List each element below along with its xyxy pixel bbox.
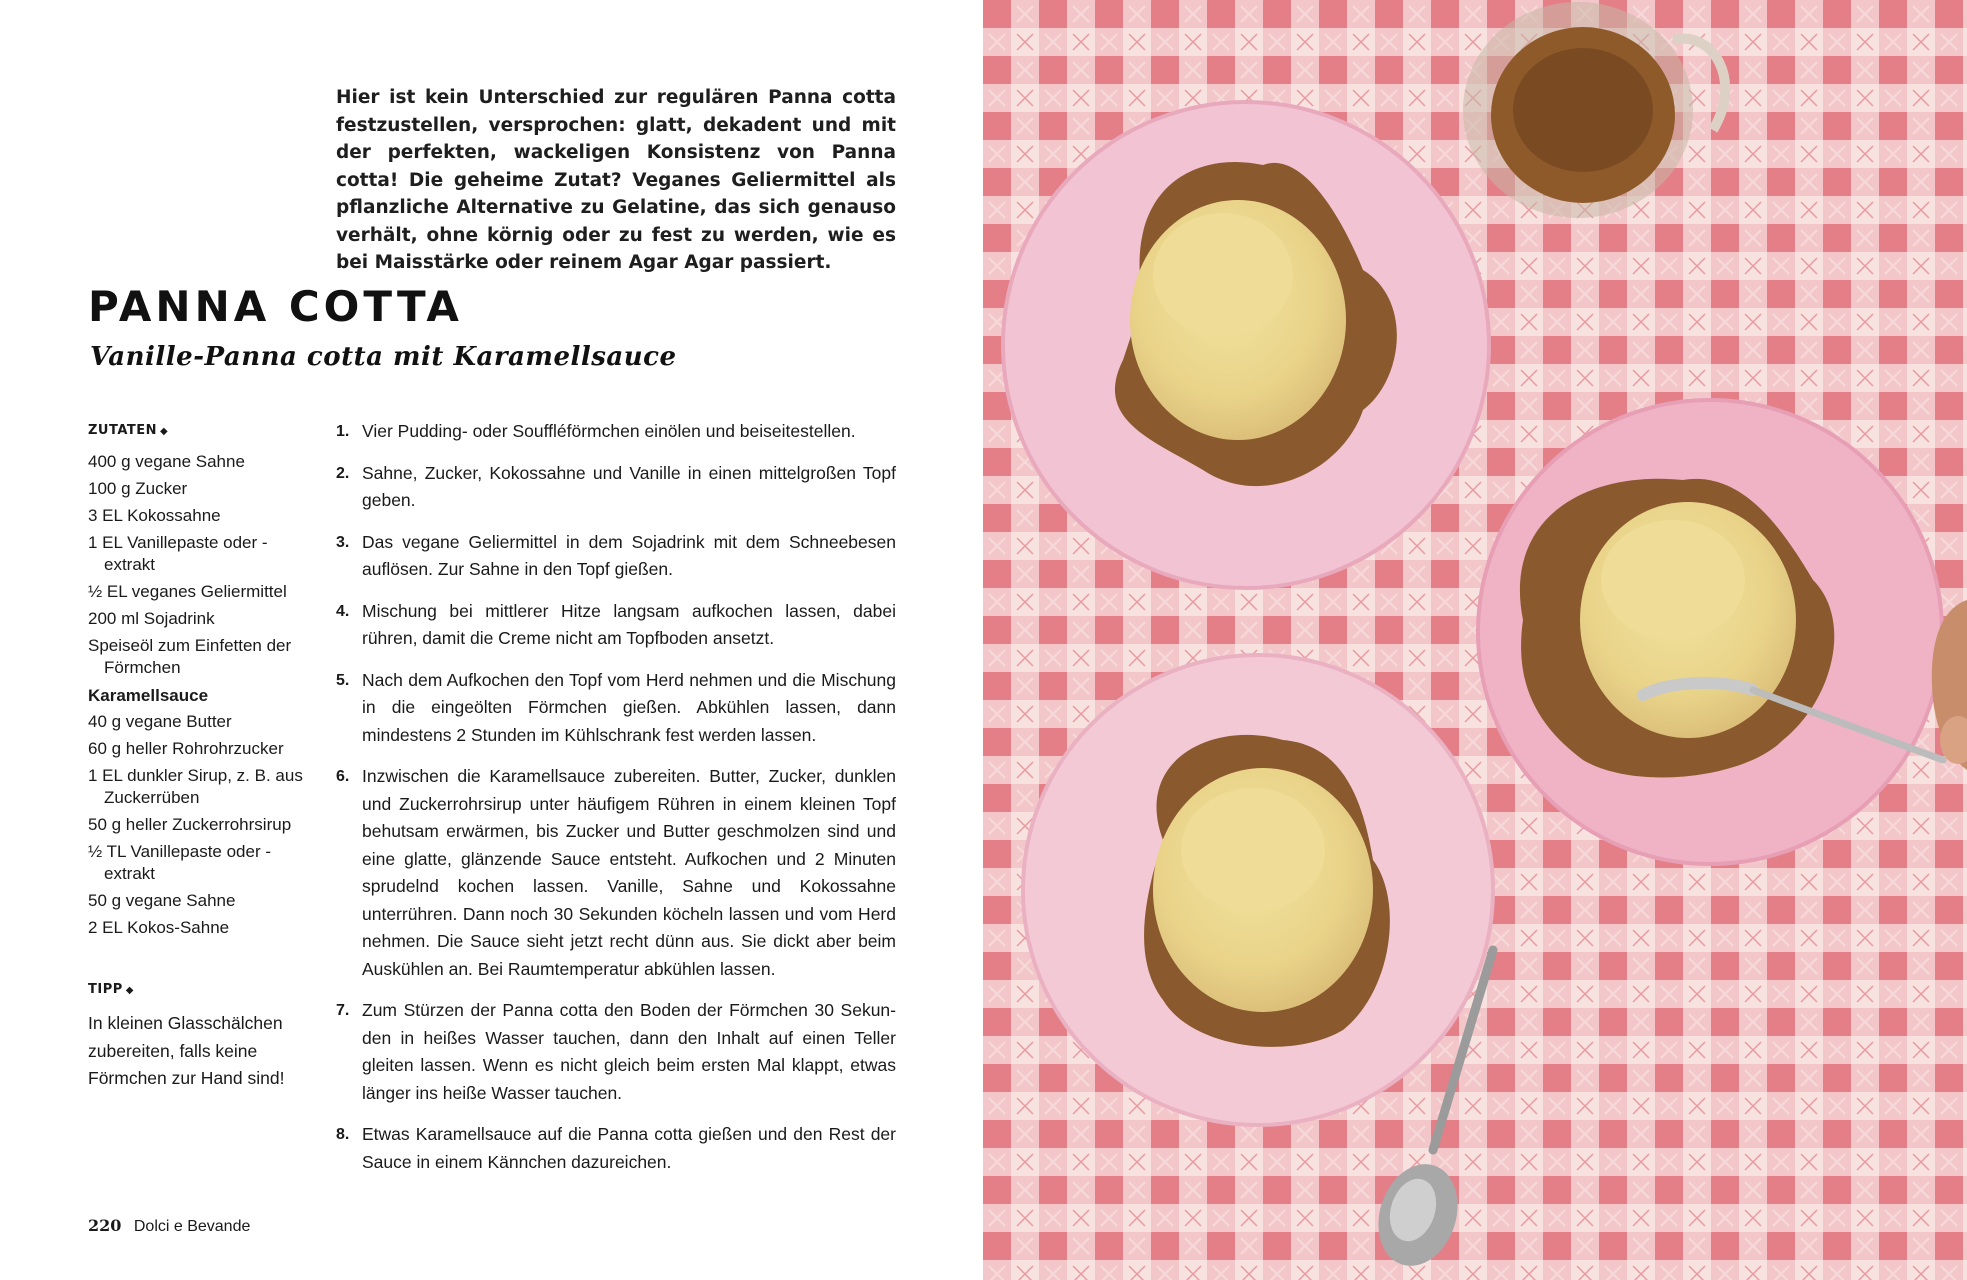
ingredient-item: 50 g vegane Sahne (88, 891, 236, 910)
ingredient-item: 1 EL dunkler Sirup, z. B. aus Zuckerrüben (88, 766, 303, 807)
step-number: 1. (336, 423, 350, 440)
ingredient-item: 2 EL Kokos-Sahne (88, 918, 230, 937)
diamond-icon: ◆ (125, 985, 134, 996)
section-name: Dolci e Bevande (133, 1218, 251, 1235)
tip-text: In kleinen Glasschälchen zubereiten, falls keine Förmchen zur Hand sind! (88, 1013, 285, 1088)
page-footer (88, 1216, 250, 1236)
plate-right (1478, 400, 1943, 864)
plate-bottom (1023, 655, 1493, 1125)
plate-top (1003, 102, 1489, 588)
step-item (336, 1121, 896, 1176)
sauce-heading: Karamellsauce (88, 686, 209, 705)
tip-heading (88, 979, 308, 1002)
step-item (336, 460, 896, 515)
step-text: Sahne, Zucker, Kokossahne und Vanille in einen mittelgroßen Topf geben. (362, 462, 896, 510)
ingredients-column (88, 420, 308, 1093)
ingredients-heading-text: ZUTATEN (88, 423, 158, 438)
recipe-title: PANNA COTTA (88, 282, 463, 331)
page-number: 220 (88, 1216, 122, 1235)
recipe-subtitle: Vanille-Panna cotta mit Karamellsauce (90, 342, 677, 372)
step-text: Inzwischen die Karamellsauce zubereiten. Butter, Zucker, dunklen und Zuckerrohrsirup unter häufigem Rühren in einem kleinen Topf behutsam erwärmen, bis Zucker und Butter geschmolzen sind und eine glatte, glänzende Sauce entsteht. Aufkochen und 2 Minuten sprudelnd kochen lassen. Vanille, Sahne und Kokossahne unterrühren. Dann noch 30 Sekunden köcheln lassen und vom Herd nehmen. Die Sauce sieht jetzt recht dünn aus. Sie dickt aber beim Auskühlen an. Bei Raumtemperatur abkühlen lassen. (362, 766, 896, 979)
ingredient-item: 400 g vegane Sahne (88, 452, 245, 471)
ingredient-item: 3 EL Kokossahne (88, 506, 221, 525)
ingredient-item: 60 g heller Rohrohrzucker (88, 739, 284, 758)
diamond-icon: ◆ (160, 426, 169, 437)
ingredient-item: ½ TL Vanillepaste oder -extrakt (88, 842, 272, 883)
left-page (0, 0, 983, 1280)
step-number: 6. (336, 768, 350, 785)
ingredient-item: 100 g Zucker (88, 479, 188, 498)
step-item (336, 763, 896, 983)
sauce-ingredient-list (88, 711, 308, 939)
tip-box (88, 979, 308, 1093)
dessert-photo (983, 0, 1967, 1280)
ingredient-item: 1 EL Vanillepaste oder -extrakt (88, 533, 268, 574)
step-text: Vier Pudding- oder Souffléförmchen einölen und beiseitestellen. (362, 421, 856, 441)
ingredient-item: ½ EL veganes Geliermittel (88, 582, 287, 601)
step-item (336, 667, 896, 750)
tip-heading-text: TIPP (88, 982, 123, 997)
step-text: Nach dem Aufkochen den Topf vom Herd nehmen und die Mischung in die eingeölten Förmchen gießen. Abkühlen lassen, dann mindestens 2 Stunden im Kühlschrank fest werden lassen. (362, 669, 896, 745)
step-text: Zum Stürzen der Panna cotta den Boden der Förmchen 30 Sekunden in heißes Wasser tauchen, dann den Inhalt auf einen Teller gleiten lassen. Wenn es nicht gleich beim ersten Mal klappt, etwas länger ins heiße Wasser tauchen. (362, 1000, 896, 1103)
step-item (336, 529, 896, 584)
step-item (336, 997, 896, 1107)
step-number: 8. (336, 1126, 350, 1143)
step-item (336, 598, 896, 653)
ingredients-heading (88, 420, 308, 443)
ingredient-item: 200 ml Sojadrink (88, 609, 215, 628)
method-steps (336, 418, 896, 1190)
step-text: Mischung bei mittlerer Hitze langsam aufkochen lassen, dabei rühren, damit die Creme nicht am Topfboden ansetzt. (362, 600, 896, 648)
step-number: 4. (336, 602, 350, 620)
ingredient-list (88, 451, 308, 679)
step-text: Etwas Karamellsauce auf die Panna cotta gießen und den Rest der Sauce in einem Kännchen dazureichen. (362, 1124, 896, 1172)
step-number: 5. (336, 671, 350, 689)
step-number: 2. (336, 464, 350, 482)
step-text: Das vegane Geliermittel in dem Sojadrink mit dem Schneebesen auflösen. Zur Sahne in den Topf gießen. (362, 531, 896, 579)
intro-paragraph: Hier ist kein Unterschied zur regulären Panna cotta festzustellen, versprochen: glatt, dekadent und mit der perfekten, wackeligen Konsistenz von Panna cotta! Die geheime Zutat? Veganes Geliermittel als pflanzliche Alternative zu Gelatine, das sich genauso verhält, ohne körnig oder zu fest zu werden, wie es bei Maisstärke oder reinem Agar Agar passiert. (336, 87, 896, 273)
ingredient-item: Speiseöl zum Einfetten der Förmchen (88, 636, 292, 677)
ingredient-item: 50 g heller Zuckerrohrsirup (88, 815, 292, 834)
step-number: 3. (336, 533, 350, 551)
ingredient-item: 40 g vegane Butter (88, 712, 232, 731)
step-item (336, 418, 896, 446)
step-number: 7. (336, 1002, 350, 1019)
